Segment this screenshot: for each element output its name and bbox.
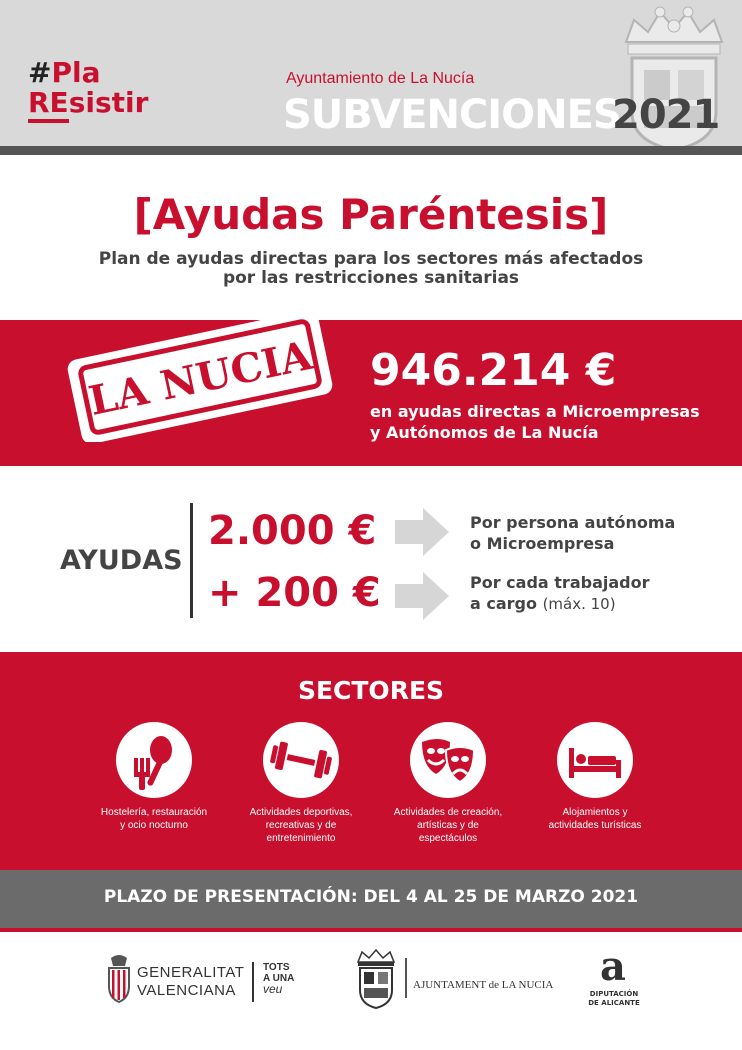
generalitat-line: GENERALITAT [137,964,245,981]
sector-label-line: artísticas y de [417,820,479,831]
diputacion-line: DE ALICANTE [588,999,640,1007]
sector-icon-circle [263,722,339,798]
subtitle-line: por las restricciones sanitarias [222,268,520,288]
deadline-divider [0,928,742,932]
total-amount: 946.214 € [370,345,617,396]
sector-label-line: actividades turísticas [548,820,642,831]
diputacion-wordmark [586,990,642,1008]
la-nucia-stamp [50,312,350,442]
hashtag-symbol: # [28,56,52,89]
diputacion-line: DIPUTACIÓN [589,990,639,998]
hashtag-word-pla: Pla [51,56,101,89]
sector-icon-circle [410,722,486,798]
sector-label-line: recreativas y de [265,820,337,831]
arrow-right-icon [395,572,449,620]
ayuda-description-line: o Microempresa [470,534,615,553]
deadline-text: PLAZO DE PRESENTACIÓN: DEL 4 AL 25 DE MARZO 2021 [103,887,639,907]
header-divider [0,146,742,155]
ayudas-divider [190,503,193,618]
arrow-right-icon [395,508,449,556]
generalitat-line: VALENCIANA [137,982,236,999]
amount-description-line: en ayudas directas a Microempresas [370,402,700,421]
sector-label-line: Alojamientos y [562,807,628,818]
generalitat-logo-icon [105,952,133,1004]
page-title: [Ayudas Paréntesis] [133,190,609,239]
sector-label-line: y ocio nocturno [120,820,188,831]
ayuda-description-line: Por cada trabajador [470,573,650,592]
sector-label-line: Actividades de creación, [393,807,503,818]
ayudas-label: AYUDAS [60,545,183,576]
bed-icon [557,722,633,798]
theater-masks-icon [410,722,486,798]
fork-spoon-icon [116,722,192,798]
ayuda-description-line: Por persona autónoma [470,513,676,532]
sector-label [79,806,229,832]
sector-label-line: espectáculos [418,833,478,844]
stamp-text: LA NUCIA [84,331,316,425]
amount-description-line: y Autónomos de La Nucía [370,423,599,442]
sector-label-line: entretenimiento [266,833,336,844]
diputacion-letter: a [600,946,626,986]
ayuda-amount: + 200 € [208,570,381,616]
ayuda-description [470,512,675,554]
sector-label-line: Hostelería, restauración [100,807,208,818]
sector-label [520,806,670,832]
slogan-line: veu [263,982,283,996]
sectores-title: SECTORES [297,676,445,705]
subtitle-line: Plan de ayudas directas para los sectores más afectados [98,249,644,269]
year-heading: 2021 [612,92,720,138]
ayuda-amount: 2.000 € [208,508,377,554]
subvenciones-heading: SUBVENCIONES [283,92,621,138]
sector-label [226,806,376,845]
sector-label [373,806,523,845]
sector-icon-circle [557,722,633,798]
ayuntamiento-heading: Ayuntamiento de La Nucía [286,70,475,87]
ayuda-description-line: a cargo [470,594,537,613]
generalitat-separator [252,962,254,1002]
diputacion-logo-icon [598,946,628,986]
ayuntamiento-wordmark: AJUNTAMENT de LA NUCIA [413,979,554,991]
la-nucia-crest-icon [352,948,400,1010]
ayuda-note: (máx. 10) [542,595,616,613]
generalitat-wordmark [137,964,244,1000]
ayuntamiento-separator [405,958,407,998]
sector-label-line: Actividades deportivas, [249,807,353,818]
tots-a-una-veu-slogan [263,962,294,995]
hashtag-word-sistir: sistir [68,86,149,119]
hashtag-word-re: RE [28,86,69,123]
sector-icon-circle [116,722,192,798]
slogan-line: TOTS [263,962,290,973]
amount-description [370,401,700,443]
slogan-line: A UNA [263,973,295,984]
dumbbell-icon [263,722,339,798]
pla-resistir-logo [28,58,148,118]
ayuda-description [470,572,649,615]
page-subtitle [0,250,742,288]
